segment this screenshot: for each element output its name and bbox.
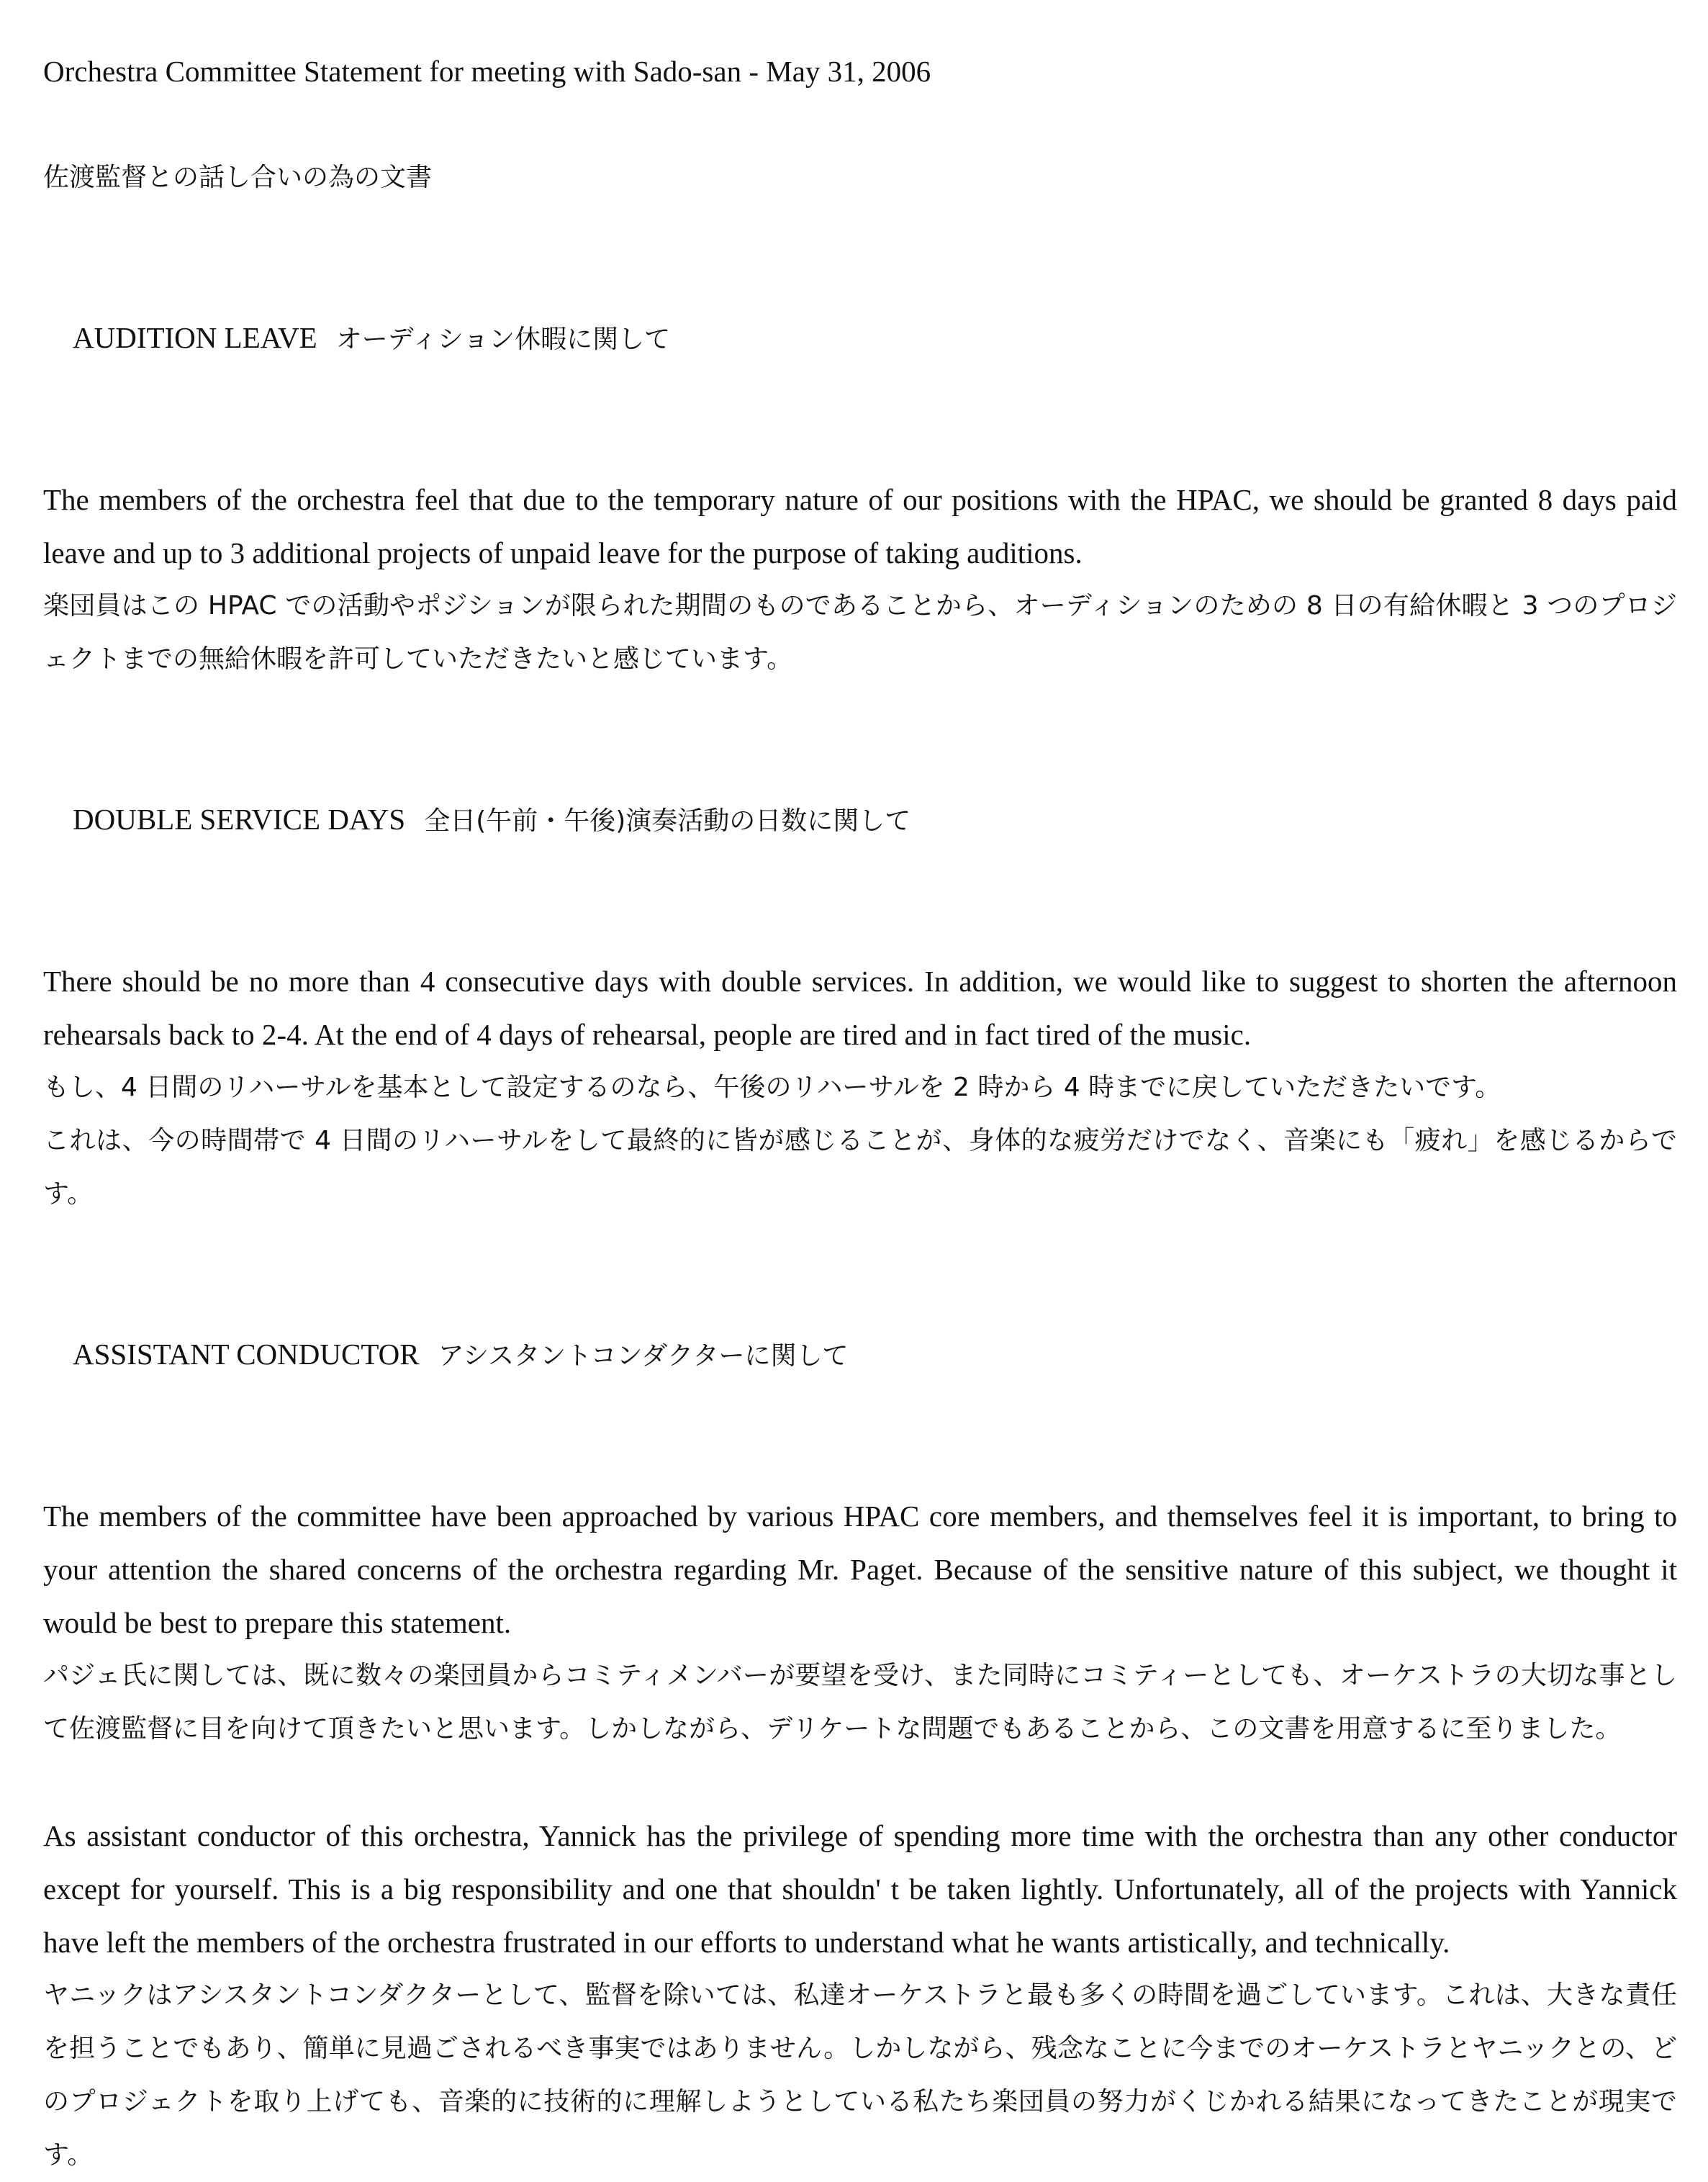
- spacer: [43, 98, 1677, 151]
- paragraph-en: As assistant conductor of this orchestra, Yannick has the privilege of spending more time with the orchestra than any other conductor except for yourself. This is a big responsibility and one that shouldn' t be taken lightly. Unfortunately, all of the projects with Yannick have left the members of the orchestra frustrated in our efforts to understand what he wants artistically, and technically.: [43, 1819, 1685, 1959]
- paragraph-jp: もし、4 日間のリハーサルを基本として設定するのなら、午後のリハーサルを 2 時から 4 時までに戻していただきたいです。: [43, 1073, 1501, 1102]
- section-heading-jp: オーディション休暇に関して: [335, 325, 671, 354]
- section-heading-audition-leave: [43, 258, 1677, 420]
- paragraph-en: The members of the committee have been approached by various HPAC core members, and themselves feel it is important, to bring to your attention the shared concerns of the orchestra regarding Mr. Paget. Because of the sensitive nature of this subject, we thought it would be best to prepare this statement.: [43, 1500, 1685, 1639]
- section-heading-jp: 全日(午前・午後)演奏活動の日数に関して: [424, 806, 911, 836]
- spacer: [43, 901, 1677, 955]
- paragraph-en: The members of the orchestra feel that due to the temporary nature of our positions with the HPAC, we should be granted 8 days paid leave and up to 3 additional projects of unpaid leave for the purpose of taking auditions.: [43, 483, 1685, 569]
- paragraph-jp: パジェ氏に関しては、既に数々の楽団員からコミティメンバーが要望を受け、また同時にコミティーとしても、オーケストラの大切な事として佐渡監督に目を向けて頂きたいと思います。しかしながら、デリケートな問題でもあることから、この文書を用意するに至りました。: [43, 1661, 1677, 1744]
- paragraph-jp: 楽団員はこの HPAC での活動やポジションが限られた期間のものであることから、オーディションのための 8 日の有給休暇と 3 つのプロジェクトまでの無給休暇を許可していただきたいと感じています。: [43, 591, 1677, 674]
- paragraph-en: There should be no more than 4 consecutive days with double services. In addition, we would like to suggest to shorten the afternoon rehearsals back to 2-4. At the end of 4 days of rehearsal, people are tired and in fact tired of the music.: [43, 965, 1685, 1051]
- spacer: [43, 1756, 1677, 1809]
- section-heading-en: DOUBLE SERVICE DAYS: [73, 803, 406, 836]
- paragraph-jp: これは、今の時間帯で 4 日間のリハーサルをして最終的に皆が感じることが、身体的な疲労だけでなく、音楽にも「疲れ」を感じるからです。: [43, 1126, 1677, 1209]
- spacer: [43, 1221, 1677, 1274]
- spacer: [43, 204, 1677, 258]
- spacer: [43, 686, 1677, 739]
- document-page: [43, 45, 1685, 2182]
- section-heading-double-service-days: [43, 739, 1677, 901]
- document-title-jp: 佐渡監督との話し合いの為の文書: [43, 163, 433, 192]
- section-heading-en: ASSISTANT CONDUCTOR: [73, 1338, 420, 1371]
- section-heading-assistant-conductor: [43, 1274, 1677, 1436]
- spacer: [43, 1436, 1677, 1489]
- paragraph-jp: ヤニックはアシスタントコンダクターとして、監督を除いては、私達オーケストラと最も多くの時間を過ごしています。これは、大きな責任を担うことでもあり、簡単に見過ごされるべき事実ではありません。しかしながら、残念なことに今までのオーケストラとヤニックとの、どのプロジェクトを取り上げても、音楽的に技術的に理解しようとしている私たち楽団員の努力がくじかれる結果になってきたことが現実です。: [43, 1980, 1677, 2170]
- section-heading-jp: アシスタントコンダクターに関して: [438, 1341, 849, 1371]
- spacer: [43, 420, 1677, 473]
- section-heading-en: AUDITION LEAVE: [73, 321, 317, 354]
- document-title: Orchestra Committee Statement for meeting with Sado-san - May 31, 2006: [43, 55, 931, 88]
